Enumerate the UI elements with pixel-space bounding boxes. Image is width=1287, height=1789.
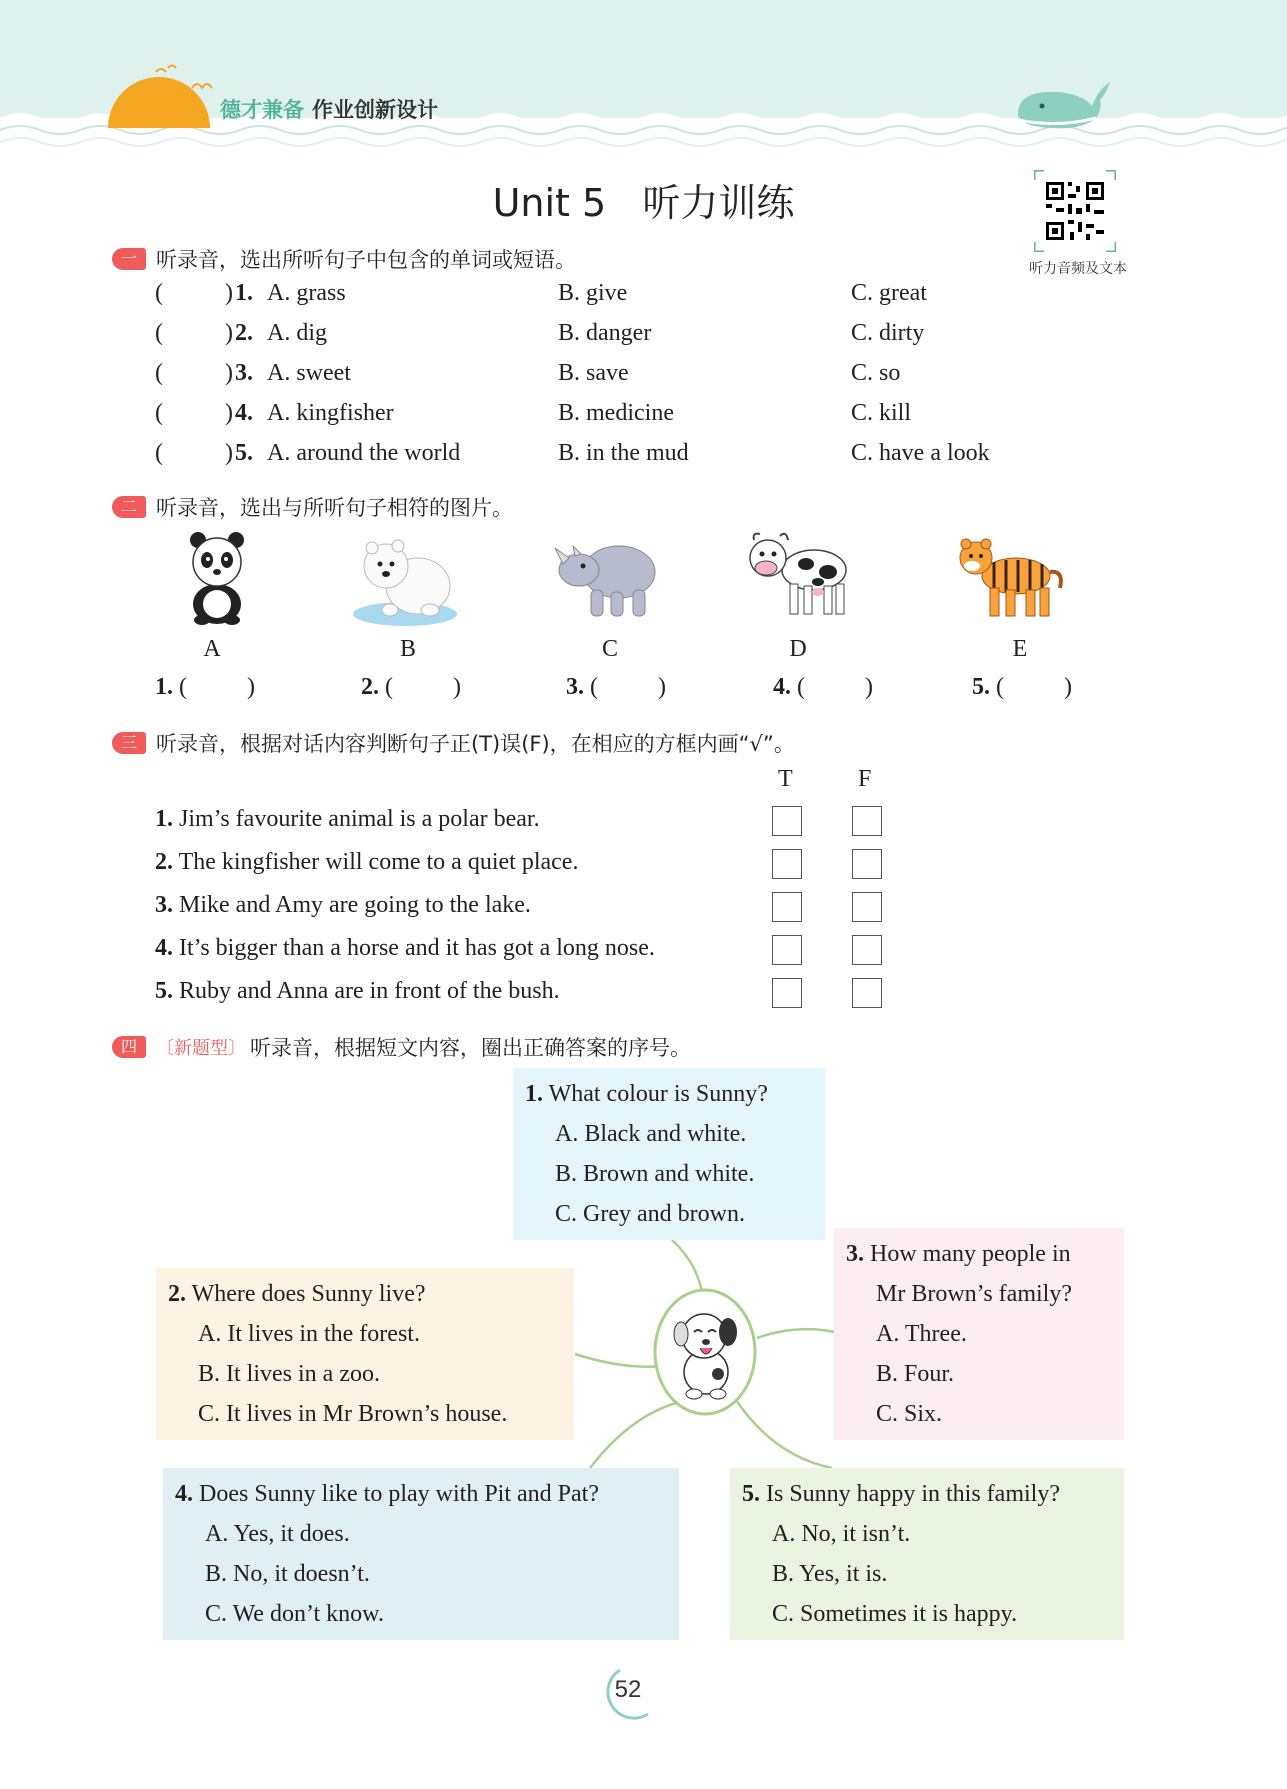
option-c[interactable]: C. Six.: [876, 1401, 943, 1427]
question-number: 5.: [742, 1481, 760, 1507]
new-type-tag: 〔新题型〕: [156, 1038, 246, 1059]
picture-letter: A: [203, 636, 221, 662]
section4-instruction: 听录音，根据短文内容，圈出正确答案的序号。: [250, 1036, 691, 1060]
answer-paren-open[interactable]: (: [155, 280, 163, 306]
question-number: 3.: [846, 1241, 864, 1267]
page-number: 52: [614, 1676, 642, 1703]
answer-paren-close: ): [225, 320, 233, 346]
question-line: [175, 1474, 667, 1514]
question-line: [525, 1074, 813, 1114]
answer-paren-close: ): [225, 440, 233, 466]
question-number: 4.: [235, 400, 253, 426]
option-c: C. dirty: [851, 320, 925, 346]
option-a: A. grass: [267, 280, 346, 306]
question-text: What colour is Sunny?: [548, 1081, 768, 1107]
true-column-label: T: [778, 766, 793, 792]
answer-paren-close: ): [225, 400, 233, 426]
answer-number: 4.: [773, 674, 791, 700]
question-number: 4.: [175, 1481, 193, 1507]
statement-text: It’s bigger than a horse and it has got a long nose.: [179, 935, 655, 961]
answer-blank[interactable]: ( ): [590, 674, 666, 700]
section4-badge: 四: [112, 1036, 146, 1058]
option-c[interactable]: C. It lives in Mr Brown’s house.: [198, 1401, 508, 1427]
picture-letter: E: [1012, 636, 1028, 662]
question-number: 2.: [168, 1281, 186, 1307]
question-line: [846, 1234, 1112, 1274]
question-box-3: [834, 1228, 1124, 1440]
option-b[interactable]: B. No, it doesn’t.: [205, 1561, 370, 1587]
question-line: [168, 1274, 562, 1314]
option-c: C. great: [851, 280, 927, 306]
option-c: C. so: [851, 360, 901, 386]
question-text: Does Sunny like to play with Pit and Pat?: [199, 1481, 599, 1507]
picture-letter: B: [399, 636, 416, 662]
option-a[interactable]: A. Yes, it does.: [205, 1521, 350, 1547]
qr-caption: 听力音频及文本: [1029, 261, 1127, 277]
answer-number: 3.: [566, 674, 584, 700]
statement-text: Jim’s favourite animal is a polar bear.: [179, 806, 540, 832]
answer-paren-open[interactable]: (: [155, 440, 163, 466]
question-text-continued: Mr Brown’s family?: [876, 1281, 1072, 1307]
answer-paren-open[interactable]: (: [155, 320, 163, 346]
picture-letter: D: [789, 636, 807, 662]
dog-icon: [664, 1302, 748, 1402]
option-a[interactable]: A. Black and white.: [555, 1121, 747, 1147]
option-b[interactable]: B. Four.: [876, 1361, 955, 1387]
option-c[interactable]: C. Grey and brown.: [555, 1201, 745, 1227]
statement-text: Ruby and Anna are in front of the bush.: [179, 978, 560, 1004]
question-box-5: [730, 1468, 1124, 1640]
section2-badge: 二: [112, 496, 146, 518]
answer-paren-open[interactable]: (: [155, 360, 163, 386]
question-box-1: [513, 1068, 825, 1240]
question-text: Where does Sunny live?: [191, 1281, 426, 1307]
question-text: Is Sunny happy in this family?: [766, 1481, 1060, 1507]
answer-paren-close: ): [225, 280, 233, 306]
option-c: C. have a look: [851, 440, 990, 466]
picture-letter: C: [601, 636, 618, 662]
statement-text: The kingfisher will come to a quiet place.: [178, 849, 579, 875]
option-b: B. danger: [558, 320, 652, 346]
section3-instruction: 听录音，根据对话内容判断句子正(T)误(F)，在相应的方框内画“√”。: [156, 732, 795, 756]
question-text: How many people in: [870, 1241, 1071, 1267]
brand-part-b: 作业创新设计: [312, 98, 438, 122]
question-number: 1.: [525, 1081, 543, 1107]
statement-number: 4.: [155, 935, 173, 961]
brand-part-a: 德才兼备: [220, 98, 304, 122]
option-a[interactable]: A. It lives in the forest.: [198, 1321, 420, 1347]
option-a[interactable]: A. No, it isn’t.: [772, 1521, 911, 1547]
option-c[interactable]: C. We don’t know.: [205, 1601, 384, 1627]
statement-number: 1.: [155, 806, 173, 832]
answer-number: 5.: [972, 674, 990, 700]
option-b: B. in the mud: [558, 440, 689, 466]
question-number: 5.: [235, 440, 253, 466]
answer-blank[interactable]: ( ): [179, 674, 255, 700]
answer-number: 1.: [155, 674, 173, 700]
question-number: 2.: [235, 320, 253, 346]
question-number: 1.: [235, 280, 253, 306]
option-a: A. around the world: [267, 440, 461, 466]
false-column-label: F: [858, 766, 872, 792]
answer-paren-close: ): [225, 360, 233, 386]
answer-number: 2.: [361, 674, 379, 700]
section3-badge: 三: [112, 732, 146, 754]
question-box-2: [156, 1268, 574, 1440]
option-c[interactable]: C. Sometimes it is happy.: [772, 1601, 1018, 1627]
option-b[interactable]: B. It lives in a zoo.: [198, 1361, 380, 1387]
option-c: C. kill: [851, 400, 912, 426]
section1-badge: 一: [112, 248, 146, 270]
page-title: Unit 5 听力训练: [492, 181, 795, 225]
option-b: B. medicine: [558, 400, 674, 426]
statement-number: 5.: [155, 978, 173, 1004]
statement-number: 3.: [155, 892, 173, 918]
section1-instruction: 听录音，选出所听句子中包含的单词或短语。: [156, 248, 576, 272]
question-line: [742, 1474, 1112, 1514]
question-number: 3.: [235, 360, 253, 386]
option-b[interactable]: B. Yes, it is.: [772, 1561, 888, 1587]
section2-instruction: 听录音，选出与所听句子相符的图片。: [156, 496, 513, 520]
statement-text: Mike and Amy are going to the lake.: [179, 892, 531, 918]
answer-blank[interactable]: ( ): [797, 674, 873, 700]
option-a: A. sweet: [267, 360, 351, 386]
answer-blank[interactable]: ( ): [996, 674, 1072, 700]
answer-paren-open[interactable]: (: [155, 400, 163, 426]
question-box-4: [163, 1468, 679, 1640]
statement-number: 2.: [155, 849, 173, 875]
option-a: A. dig: [267, 320, 327, 346]
option-b[interactable]: B. Brown and white.: [555, 1161, 755, 1187]
answer-blank[interactable]: ( ): [385, 674, 461, 700]
option-b: B. save: [558, 360, 629, 386]
option-a: A. kingfisher: [267, 400, 394, 426]
option-a[interactable]: A. Three.: [876, 1321, 967, 1347]
option-b: B. give: [558, 280, 628, 306]
